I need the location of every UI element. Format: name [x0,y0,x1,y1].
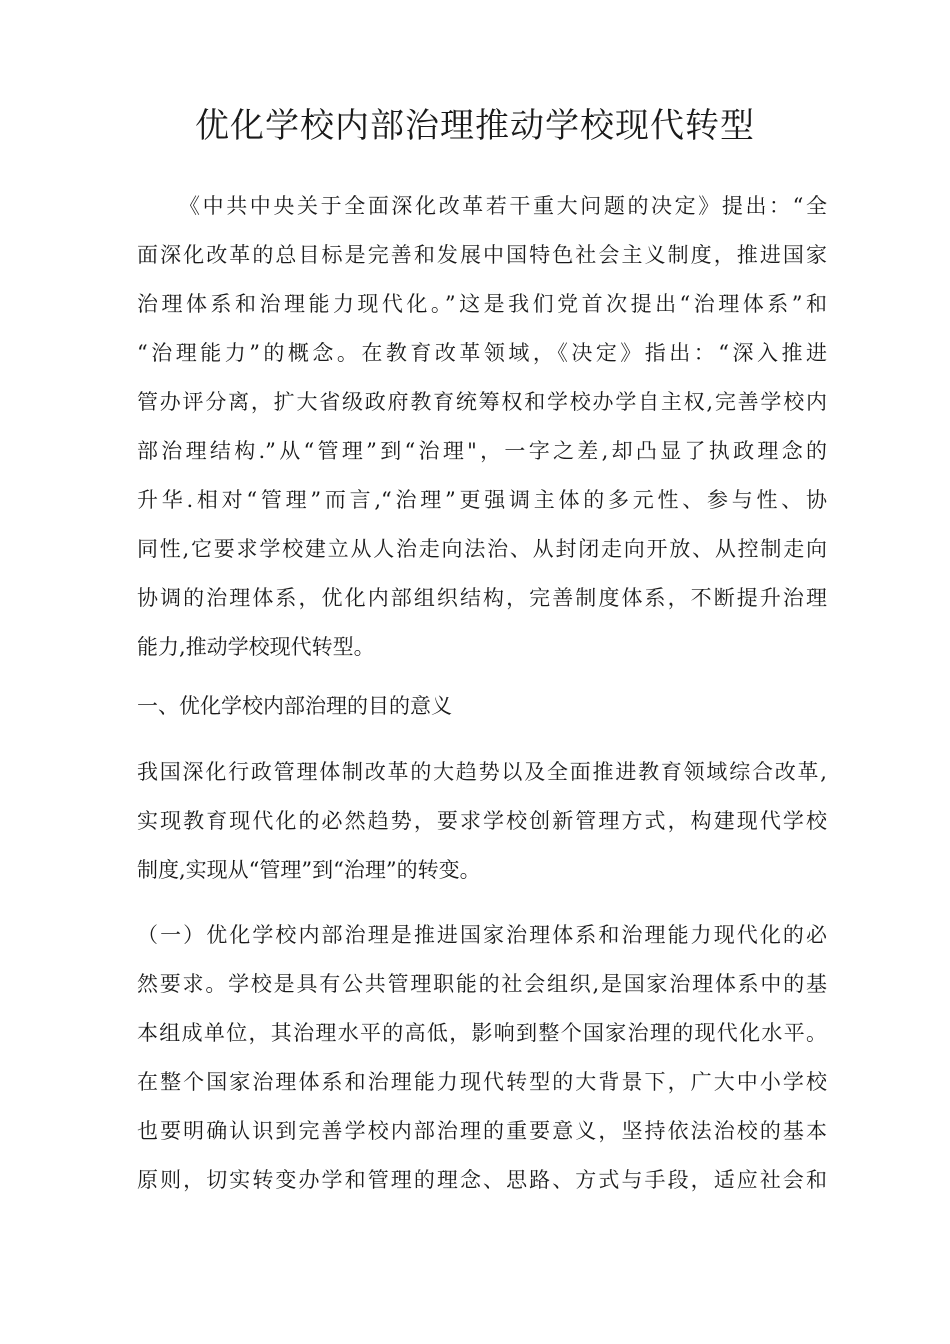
paragraph-line: 我国深化行政管理体制改革的大趋势以及全面推进教育领域综合改革, [137,760,827,784]
paragraph-line: 治理体系和治理能力现代化。”这是我们党首次提出“治理体系”和 [137,292,827,316]
paragraph-line: 面深化改革的总目标是完善和发展中国特色社会主义制度，推进国家 [137,243,827,267]
paragraph-line: 协调的治理体系，优化内部组织结构，完善制度体系，不断提升治理 [137,586,827,610]
paragraph-line: 本组成单位，其治理水平的高低，影响到整个国家治理的现代化水平。 [137,1021,827,1045]
paragraph-line: 管办评分离，扩大省级政府教育统筹权和学校办学自主权,完善学校内 [137,390,827,414]
paragraph-line: 能力,推动学校现代转型。 [137,635,375,659]
paragraph-line: 也要明确认识到完善学校内部治理的重要意义，坚持依法治校的基本 [137,1119,827,1143]
paragraph-line: 然要求。学校是具有公共管理职能的社会组织,是国家治理体系中的基 [137,972,827,996]
paragraph-line: 部治理结构.”从“管理”到“治理"，一字之差,却凸显了执政理念的 [137,439,827,463]
subsection-paragraph [137,911,827,1205]
paragraph-line: 升华.相对“管理”而言,“治理”更强调主体的多元性、参与性、协 [137,488,827,512]
section-heading-text: 一、优化学校内部治理的目的意义 [137,694,452,718]
paragraph-line: 在整个国家治理体系和治理能力现代转型的大背景下，广大中小学校 [137,1070,827,1094]
section-heading [137,682,827,731]
paragraph-line: 制度,实现从“管理”到“治理”的转变。 [137,858,481,882]
paragraph-line: 《中共中央关于全面深化改革若干重大问题的决定》提出：“全 [179,194,827,218]
intro-paragraph [137,182,827,672]
paragraph-line: 实现教育现代化的必然趋势，要求学校创新管理方式，构建现代学校 [137,809,827,833]
document-title: 优化学校内部治理推动学校现代转型 [195,106,755,146]
paragraph-line: （一）优化学校内部治理是推进国家治理体系和治理能力现代化的必 [137,923,827,947]
paragraph-line: 原则，切实转变办学和管理的理念、思路、方式与手段，适应社会和 [137,1168,827,1192]
section-paragraph [137,748,827,895]
paragraph-line: “治理能力”的概念。在教育改革领域，《决定》指出：“深入推进 [137,341,827,365]
paragraph-line: 同性,它要求学校建立从人治走向法治、从封闭走向开放、从控制走向 [137,537,827,561]
